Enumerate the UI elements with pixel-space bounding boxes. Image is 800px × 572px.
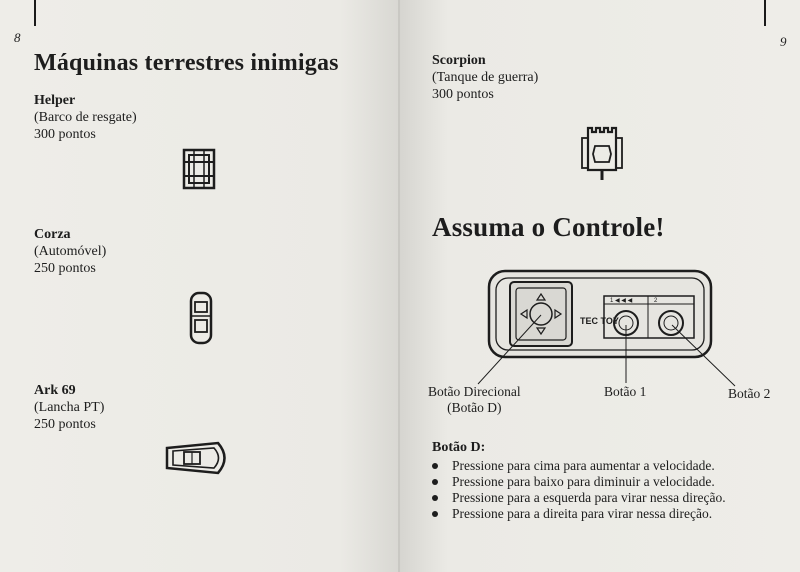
control-title: Assuma o Controle!: [432, 212, 665, 242]
dpad-label-text: Botão Direcional: [428, 384, 521, 399]
unit-helper: [34, 92, 137, 143]
unit-points: 250 pontos: [34, 261, 96, 276]
unit-name: Helper: [34, 93, 76, 108]
unit-points: 300 pontos: [432, 87, 494, 102]
button2-label: Botão 2: [728, 386, 771, 401]
unit-type: (Tanque de guerra): [432, 70, 539, 85]
boat-icon: [164, 440, 234, 476]
page-number: 8: [14, 30, 21, 45]
dpad-label: [428, 384, 521, 416]
page-edge-line: [34, 0, 36, 26]
list-item: Pressione para baixo para diminuir a velocidade.: [430, 474, 726, 490]
dbutton-heading: Botão D:: [432, 440, 486, 455]
page-number: 9: [780, 34, 787, 49]
unit-name: Corza: [34, 227, 71, 242]
unit-name: Ark 69: [34, 383, 76, 398]
dpad-label-sub: (Botão D): [447, 400, 502, 415]
unit-type: (Barco de resgate): [34, 110, 137, 125]
right-page: [400, 0, 800, 572]
button1-label: Botão 1: [604, 384, 647, 399]
unit-ark69: [34, 382, 104, 433]
helper-icon: [182, 148, 216, 190]
controller-brand: TEC TOY: [580, 316, 619, 326]
list-item: Pressione para a direita para virar nessa direção.: [430, 506, 726, 522]
page-title: Máquinas terrestres inimigas: [34, 50, 339, 76]
list-item: Pressione para a esquerda para virar nessa direção.: [430, 490, 726, 506]
unit-name: Scorpion: [432, 53, 486, 68]
unit-corza: [34, 226, 106, 277]
unit-type: (Automóvel): [34, 244, 107, 259]
car-icon: [188, 290, 214, 346]
dbutton-list: [430, 458, 726, 522]
button-panel-label-1: 1 ◀ ◀ ◀: [610, 298, 633, 304]
list-item: Pressione para cima para aumentar a velocidade.: [430, 458, 726, 474]
unit-points: 300 pontos: [34, 127, 96, 142]
button-panel-label-2: 2: [654, 298, 658, 304]
unit-type: (Lancha PT): [34, 400, 105, 415]
unit-points: 250 pontos: [34, 417, 96, 432]
